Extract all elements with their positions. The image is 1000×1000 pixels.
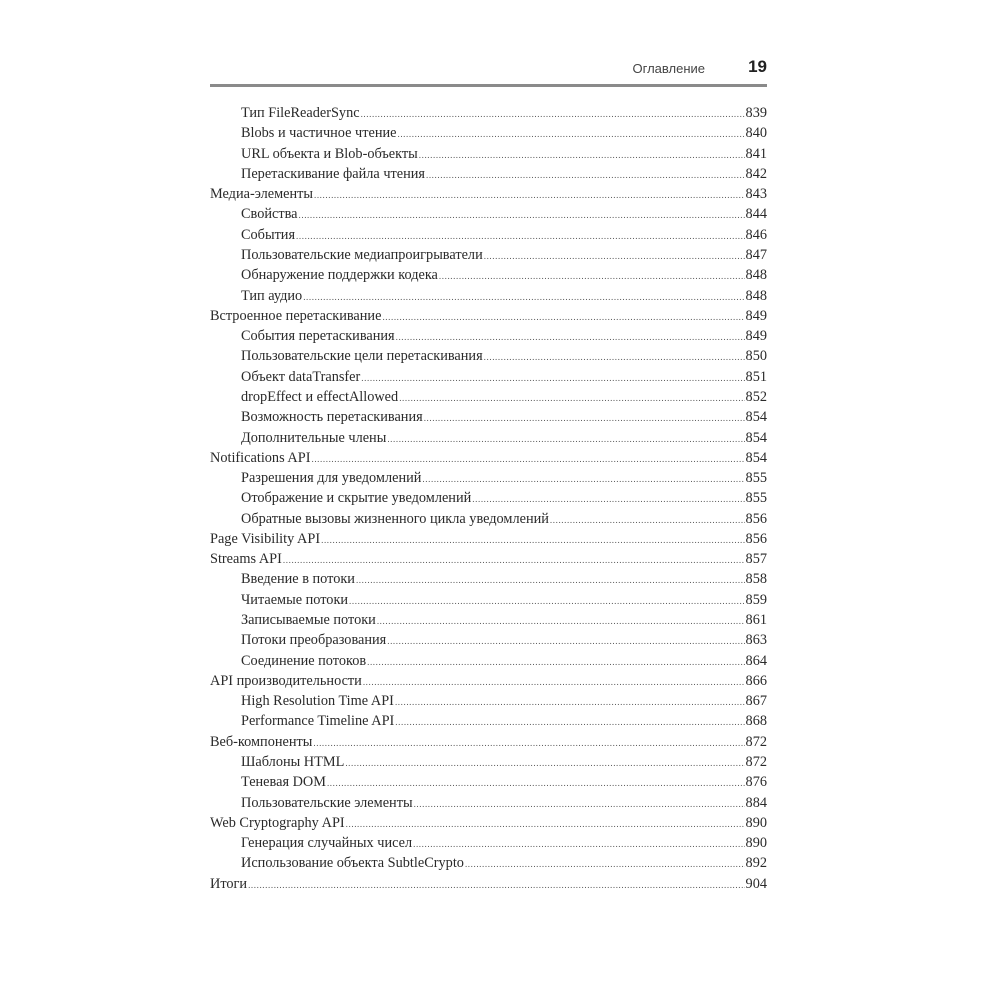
dot-leader (397, 124, 744, 144)
toc-entry-title: Пользовательские цели перетаскивания (241, 348, 483, 365)
dot-leader (395, 712, 744, 732)
toc-entry-page: 854 (745, 429, 767, 446)
toc-entry-title: Генерация случайных чисел (241, 835, 413, 852)
toc-entry-title: Соединение потоков (241, 652, 367, 669)
toc-entry[interactable] (210, 123, 767, 143)
dot-leader (299, 205, 745, 225)
toc-entry-title: Записываемые потоки (241, 612, 376, 629)
toc-entry[interactable] (210, 529, 767, 549)
toc-entry-title: Читаемые потоки (241, 591, 349, 608)
toc-entry-page: 863 (745, 632, 767, 649)
dot-leader (313, 733, 744, 753)
toc-entry-page: 872 (745, 754, 767, 770)
toc-entry[interactable] (210, 610, 767, 630)
toc-entry-title: Пользовательские элементы (241, 794, 413, 811)
toc-entry-title: Обратные вызовы жизненного цикла уведомлений (241, 510, 549, 527)
toc-entry-page: 892 (745, 855, 767, 872)
toc-entry-page: 848 (745, 267, 767, 284)
toc-entry[interactable] (210, 793, 767, 813)
toc-entry-page: 904 (745, 875, 767, 892)
toc-entry[interactable] (210, 387, 767, 407)
toc-entry-page: 840 (745, 125, 767, 142)
toc-entry-title: Notifications API (210, 449, 311, 466)
toc-entry[interactable] (210, 488, 767, 508)
toc-entry-page: 851 (745, 368, 767, 385)
dot-leader (439, 266, 745, 286)
dot-leader (367, 652, 744, 672)
toc-entry[interactable] (210, 549, 767, 569)
dot-leader (465, 854, 745, 874)
toc-entry[interactable] (210, 752, 767, 772)
toc-entry-page: 859 (745, 591, 767, 608)
dot-leader (346, 814, 745, 834)
toc-entry-page: 866 (745, 672, 767, 689)
toc-entry[interactable] (210, 265, 767, 285)
toc-entry-title: Тип аудио (241, 287, 303, 304)
dot-leader (426, 165, 745, 185)
toc-entry[interactable] (210, 306, 767, 326)
dot-leader (248, 875, 744, 895)
toc-entry-page: 868 (745, 713, 767, 730)
toc-entry-page: 864 (745, 652, 767, 669)
toc-entry-title: Обнаружение поддержки кодека (241, 267, 438, 284)
toc-entry-page: 855 (745, 490, 767, 507)
toc-entry-title: dropEffect и effectAllowed (241, 388, 399, 405)
toc-entry[interactable] (210, 367, 767, 387)
toc-entry-page: 846 (745, 226, 767, 243)
dot-leader (361, 368, 744, 388)
toc-entry[interactable] (210, 225, 767, 245)
dot-leader (387, 429, 744, 449)
header-rule (210, 84, 767, 87)
toc-entry-title: Использование объекта SubtleCrypto (241, 855, 464, 872)
dot-leader (377, 611, 745, 631)
toc-entry-page: 872 (745, 733, 767, 750)
toc-entry[interactable] (210, 468, 767, 488)
dot-leader (395, 692, 745, 712)
toc-entry-page: 855 (745, 470, 767, 487)
toc-entry[interactable] (210, 184, 767, 204)
toc-entry-page: 876 (745, 774, 767, 791)
toc-entry-page: 852 (745, 388, 767, 405)
toc-entry[interactable] (210, 144, 767, 164)
dot-leader (484, 246, 745, 266)
toc-entry-title: Тип FileReaderSync (241, 105, 360, 121)
dot-leader (303, 287, 744, 307)
dot-leader (296, 226, 745, 246)
toc-entry-title: Blobs и частичное чтение (241, 125, 397, 142)
dot-leader (419, 145, 745, 165)
dot-leader (422, 469, 744, 489)
toc-entry-page: 847 (745, 246, 767, 263)
toc-entry-page: 861 (745, 612, 767, 629)
toc-entry[interactable] (210, 732, 767, 752)
toc-entry[interactable] (210, 326, 767, 346)
toc-entry[interactable] (210, 671, 767, 691)
toc-entry-page: 858 (745, 571, 767, 588)
dot-leader (484, 347, 745, 367)
dot-leader (345, 753, 744, 773)
toc-entry-title: Performance Timeline API (241, 713, 395, 730)
toc-entry-page: 844 (745, 206, 767, 223)
table-of-contents (210, 103, 767, 894)
dot-leader (363, 672, 745, 692)
toc-entry-page: 842 (745, 165, 767, 182)
toc-entry[interactable] (210, 590, 767, 610)
toc-entry-title: Введение в потоки (241, 571, 355, 588)
toc-entry-title: Дополнительные члены (241, 429, 387, 446)
toc-entry[interactable] (210, 509, 767, 529)
toc-entry-page: 890 (745, 835, 767, 852)
dot-leader (424, 408, 745, 428)
dot-leader (314, 185, 745, 205)
toc-entry-title: Встроенное перетаскивание (210, 307, 382, 324)
dot-leader (311, 449, 744, 469)
toc-entry-title: Перетаскивание файла чтения (241, 165, 425, 182)
toc-entry-page: 856 (745, 510, 767, 527)
toc-entry[interactable] (210, 407, 767, 427)
toc-entry[interactable] (210, 103, 767, 123)
toc-entry-title: Объект dataTransfer (241, 368, 361, 385)
dot-leader (356, 570, 745, 590)
toc-entry-title: Веб-компоненты (210, 733, 313, 750)
toc-entry-title: Page Visibility API (210, 530, 321, 547)
section-title: Оглавление (632, 61, 705, 76)
toc-entry[interactable] (210, 245, 767, 265)
toc-entry-page: 854 (745, 409, 767, 426)
toc-entry-page: 848 (745, 287, 767, 304)
toc-entry-page: 841 (745, 145, 767, 162)
toc-entry-title: Шаблоны HTML (241, 754, 345, 770)
toc-entry-title: Свойства (241, 206, 298, 223)
toc-entry-title: Итоги (210, 875, 248, 892)
toc-entry[interactable] (210, 630, 767, 650)
toc-entry[interactable] (210, 772, 767, 792)
toc-entry[interactable] (210, 286, 767, 306)
toc-entry-title: События перетаскивания (241, 328, 395, 345)
toc-entry-title: High Resolution Time API (241, 693, 394, 710)
page-number: 19 (748, 57, 767, 76)
dot-leader (387, 631, 744, 651)
toc-entry[interactable] (210, 833, 767, 853)
toc-entry-page: 854 (745, 449, 767, 466)
dot-leader (396, 327, 745, 347)
dot-leader (361, 104, 745, 124)
toc-entry[interactable] (210, 691, 767, 711)
toc-entry[interactable] (210, 813, 767, 833)
toc-entry[interactable] (210, 164, 767, 184)
toc-entry-title: Разрешения для уведомлений (241, 470, 422, 487)
dot-leader (283, 550, 745, 570)
toc-entry[interactable] (210, 428, 767, 448)
toc-entry[interactable] (210, 346, 767, 366)
dot-leader (382, 307, 744, 327)
dot-leader (321, 530, 744, 550)
toc-entry-title: События (241, 226, 296, 243)
toc-entry[interactable] (210, 874, 767, 894)
dot-leader (327, 773, 745, 793)
toc-entry-page: 843 (745, 186, 767, 203)
toc-entry-title: Возможность перетаскивания (241, 409, 423, 426)
toc-entry-page: 849 (745, 307, 767, 324)
dot-leader (413, 834, 744, 854)
toc-entry-page: 849 (745, 328, 767, 345)
toc-entry-title: URL объекта и Blob-объекты (241, 145, 418, 162)
toc-entry-title: Медиа-элементы (210, 186, 313, 203)
toc-entry-title: Пользовательские медиапроигрыватели (241, 246, 483, 263)
toc-entry-title: Streams API (210, 551, 282, 568)
toc-entry-page: 839 (745, 105, 767, 121)
toc-entry-title: Отображение и скрытие уведомлений (241, 490, 472, 507)
toc-entry-page: 857 (745, 551, 767, 568)
dot-leader (472, 489, 744, 509)
running-header (210, 56, 767, 82)
dot-leader (349, 591, 745, 611)
toc-entry-title: Web Cryptography API (210, 814, 345, 831)
dot-leader (550, 510, 745, 530)
toc-entry[interactable] (210, 204, 767, 224)
toc-entry-title: Потоки преобразования (241, 632, 387, 649)
toc-entry[interactable] (210, 853, 767, 873)
dot-leader (399, 388, 744, 408)
toc-entry[interactable] (210, 569, 767, 589)
toc-entry-title: Теневая DOM (241, 774, 326, 791)
toc-entry-page: 850 (745, 348, 767, 365)
toc-entry-page: 890 (745, 814, 767, 831)
toc-entry[interactable] (210, 448, 767, 468)
toc-entry[interactable] (210, 711, 767, 731)
toc-entry[interactable] (210, 651, 767, 671)
toc-entry-page: 856 (745, 530, 767, 547)
toc-entry-title: API производительности (210, 672, 362, 689)
toc-entry-page: 884 (745, 794, 767, 811)
dot-leader (414, 794, 745, 814)
toc-entry-page: 867 (745, 693, 767, 710)
